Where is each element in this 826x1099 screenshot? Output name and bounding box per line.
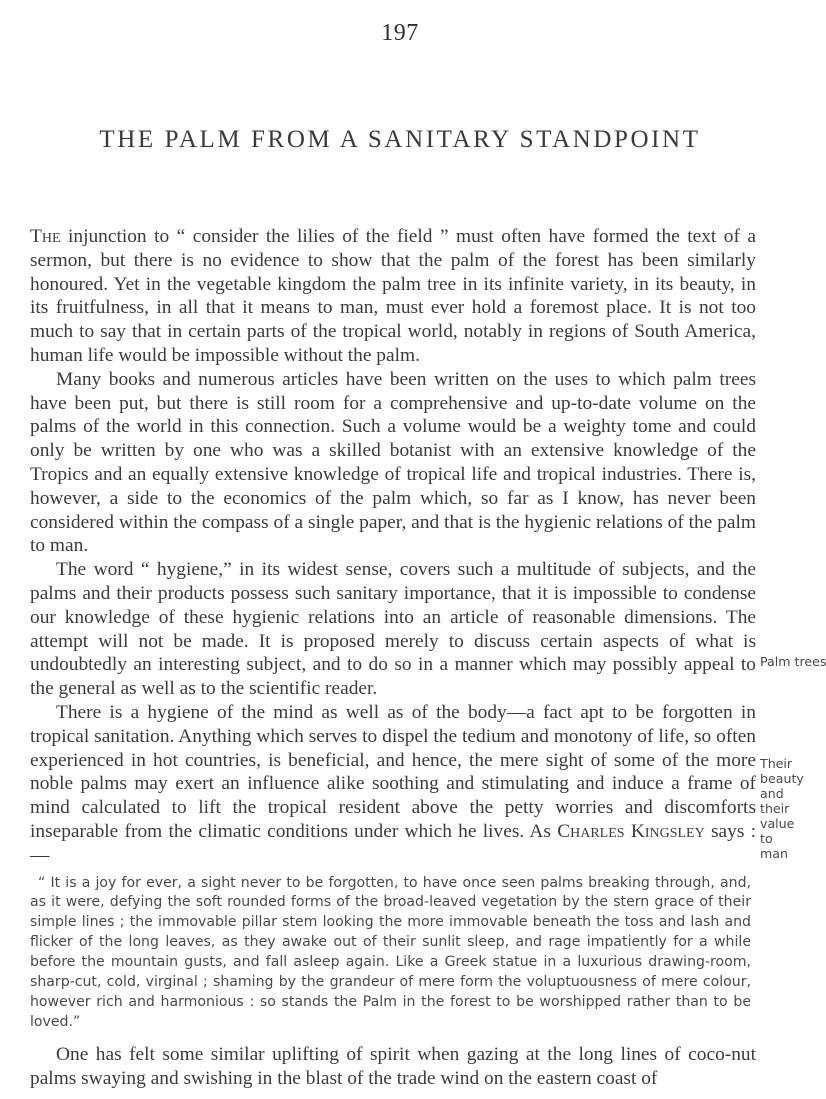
paragraph-hygiene: The word “ hygiene,” in its widest sense, covers such a multitude of subjects, and the palms and their products possess such sanitary importance, that it is impossible to condense our knowledge of these hygienic relations into an article of reasonable dimensions. The attempt will not be made. It is proposed merely to discuss certain aspects of what is undoubtedly an interesting subject, and to do so in a manner which may possibly appeal to the general as well as to the scientific reader. bbox=[30, 559, 756, 700]
margin-note-palm-trees: Palm trees bbox=[760, 654, 826, 669]
paragraph-intro bbox=[30, 225, 756, 368]
chapter-title: THE PALM FROM A SANITARY STANDPOINT bbox=[99, 126, 701, 153]
article-body bbox=[30, 225, 756, 1090]
paragraph-mind-text: There is a hygiene of the mind as well as of the body—a fact apt to be forgotten in tropical sanitation. Anything which serves to dispel the tedium and monotony of life, so often experienced in hot countries, is beneficial, and hence, the mere sight of some of the more noble palms may exert an influence alike soothing and stimulating and induce a frame of mind calculated to lift the tropical resident above the petty worries and discomforts inseparable from the climatic conditions under which he lives. As bbox=[30, 701, 756, 842]
author-name: Charles Kingsley bbox=[557, 820, 705, 842]
paragraph-mind bbox=[30, 701, 756, 868]
paragraph-books: Many books and numerous articles have been written on the uses to which palm trees have been put, but there is still room for a comprehensive and up-to-date volume on the palms of the world in this connection. Such a volume would be a weighty tome and could only be written by one who was a skilled botanist with an extensive knowledge of the Tropics and an equally extensive knowledge of tropical life and tropical industries. There is, however, a side to the economics of the palm which, so far as I know, has never been considered within the compass of a single paper, and that is the hygienic relations of the palm to man. bbox=[30, 368, 756, 557]
paragraph-coconut: One has felt some similar uplifting of spirit when gazing at the long lines of coco-nut palms swaying and swishing in the blast of the trade wind on the eastern coast of bbox=[30, 1043, 756, 1089]
page-number: 197 bbox=[381, 20, 419, 46]
lead-word: The bbox=[30, 226, 61, 247]
block-quote: “ It is a joy for ever, a sight never to be forgotten, to have once seen palms breaking through, and, as it were, defying the soft rounded forms of the broad-leaved vegetation by the stern grace of their simple lines ; the immovable pillar stem looking the more immovable beneath the toss and lash and flicker of the long leaves, as they awake out of their sunlit sleep, and rage impatiently for a while before the mountain gusts, and fall asleep again. Like a Greek statue in a luxurious drawing-room, sharp-cut, cold, virginal ; shaming by the grandeur of mere form the voluptuousness of mere colour, however rich and harmonious : so stands the Palm in the forest to be worshipped rather than to be loved.” bbox=[30, 874, 751, 1030]
margin-note-beauty-value: Their beauty and their value to man bbox=[760, 756, 804, 861]
paragraph-mind-tail: says :— bbox=[30, 820, 756, 866]
paragraph-intro-text: injunction to “ consider the lilies of the field ” must often have formed the text of a sermon, but there is no evidence to show that the palm of the forest has been similarly honoured. Yet in the vegetable kingdom the palm tree in its infinite variety, in its beauty, in its fruitfulness, in all that it means to man, must ever hold a foremost place. It is not too much to say that in certain parts of the tropical world, notably in regions of South America, human life would be impossible without the palm. bbox=[30, 226, 756, 366]
